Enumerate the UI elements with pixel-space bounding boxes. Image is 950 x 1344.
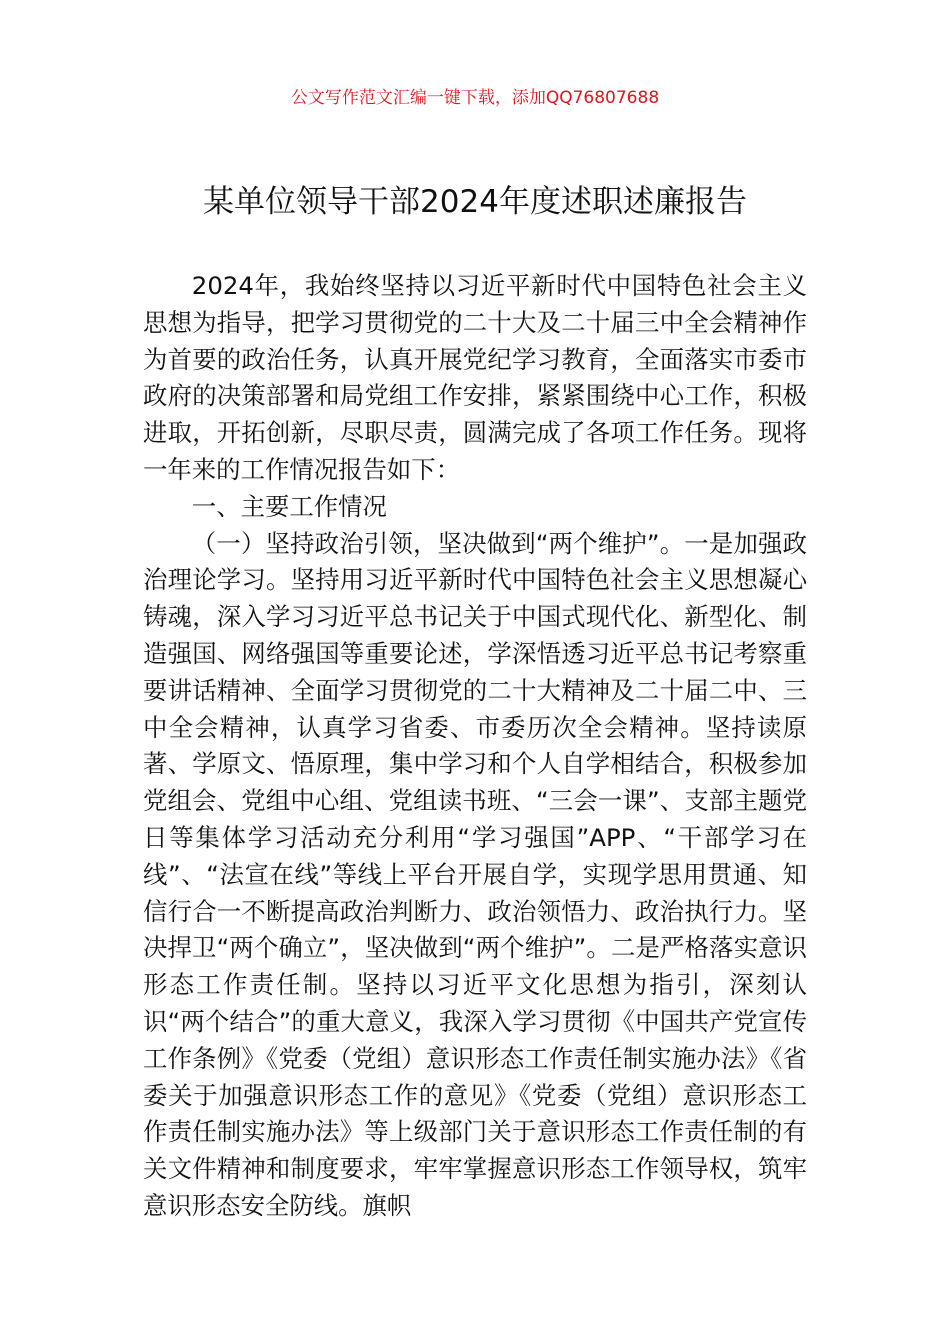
download-promo-note: 公文写作范文汇编一键下载，添加QQ76807688 bbox=[290, 88, 660, 108]
document-body bbox=[143, 268, 807, 1225]
intro-paragraph: 2024年，我始终坚持以习近平新时代中国特色社会主义思想为指导，把学习贯彻党的二十大及二十届三中全会精神作为首要的政治任务，认真开展党纪学习教育，全面落实市委市政府的决策部署和局党组工作安排，紧紧围绕中心工作，积极进取，开拓创新，尽职尽责，圆满完成了各项工作任务。现将一年来的工作情况报告如下： bbox=[143, 271, 807, 484]
document-title: 某单位领导干部2024年度述职述廉报告 bbox=[203, 184, 747, 220]
body-paragraph: （一）坚持政治引领，坚决做到“两个维护”。一是加强政治理论学习。坚持用习近平新时代中国特色社会主义思想凝心铸魂，深入学习习近平总书记关于中国式现代化、新型化、制造强国、网络强国等重要论述，学深悟透习近平总书记考察重要讲话精神、全面学习贯彻党的二十大精神及二十届二中、三中全会精神，认真学习省委、市委历次全会精神。坚持读原著、学原文、悟原理，集中学习和个人自学相结合，积极参加党组会、党组中心组、党组读书班、“三会一课”、支部主题党日等集体学习活动充分利用“学习强国”APP、“干部学习在线”、“法宣在线”等线上平台开展自学，实现学思用贯通、知信行合一不断提高政治判断力、政治领悟力、政治执行力。坚决捍卫“两个确立”，坚决做到“两个维护”。二是严格落实意识形态工作责任制。坚持以习近平文化思想为指引，深刻认识“两个结合”的重大意义，我深入学习贯彻《中国共产党宣传工作条例》《党委（党组）意识形态工作责任制实施办法》《省委关于加强意识形态工作的意见》《党委（党组）意识形态工作责任制实施办法》等上级部门关于意识形态工作责任制的有关文件精神和制度要求，牢牢掌握意识形态工作领导权，筑牢意识形态安全防线。旗帜 bbox=[143, 528, 807, 1220]
section-heading: 一、主要工作情况 bbox=[191, 491, 387, 521]
